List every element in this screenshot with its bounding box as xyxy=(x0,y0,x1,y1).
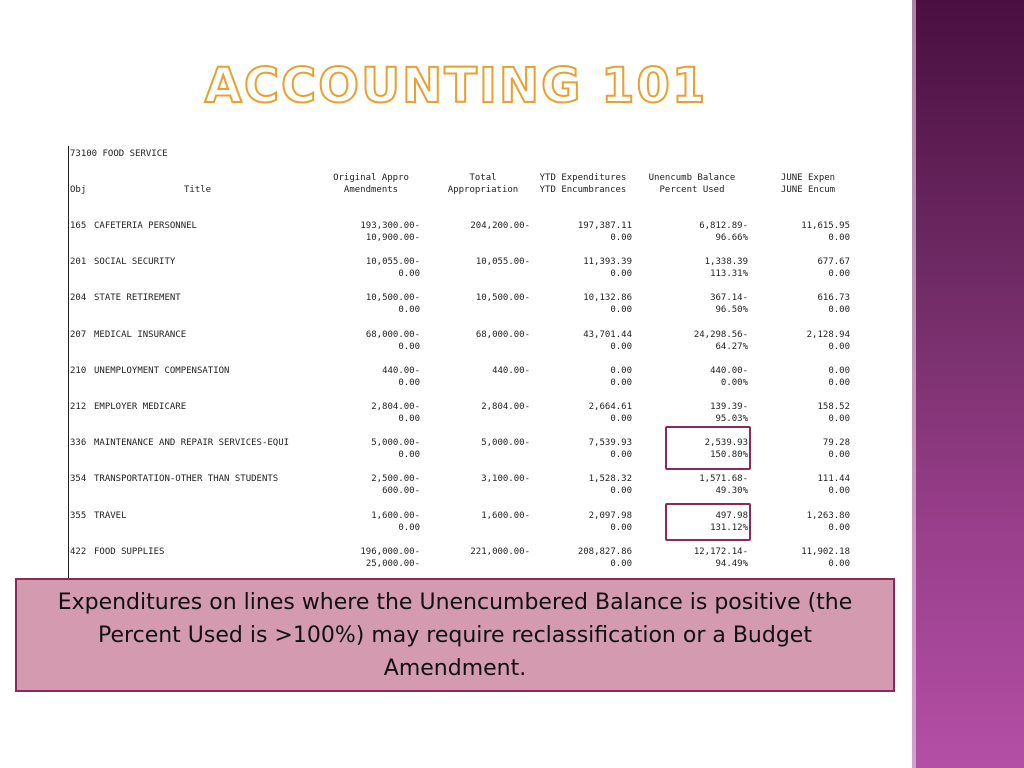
cell-title: TRANSPORTATION-OTHER THAN STUDENTS xyxy=(94,474,279,485)
cell-june-encum: 0.00 xyxy=(828,450,850,461)
cell-june-encum: 0.00 xyxy=(828,233,850,243)
header-percent-used: Percent Used xyxy=(659,185,725,195)
cell-percent-used: 64.27% xyxy=(715,341,748,352)
cell-ytd-expenditures: 197,387.11 xyxy=(577,221,632,231)
callout-text: Expenditures on lines where the Unencumbered Balance is positive (the Percent Used is >100%) may require reclassification or a Budget Amendment. xyxy=(57,589,853,681)
cell-amendments: 0.00 xyxy=(398,522,420,533)
cell-june-expen: 677.67 xyxy=(817,257,850,268)
highlight-box-355 xyxy=(665,503,751,541)
cell-unencumb-balance: 24,298.56- xyxy=(693,329,748,340)
cell-obj: 210 xyxy=(70,365,87,376)
cell-title: UNEMPLOYMENT COMPENSATION xyxy=(94,365,230,376)
cell-june-expen: 2,128.94 xyxy=(806,329,850,340)
cell-ytd-encumbrances: 0.00 xyxy=(610,486,632,497)
cell-june-expen: 616.73 xyxy=(817,293,850,304)
header-appropriation: Appropriation xyxy=(447,185,519,195)
cell-ytd-encumbrances: 0.00 xyxy=(610,414,632,424)
cell-title: FOOD SUPPLIES xyxy=(94,546,165,557)
cell-ytd-encumbrances: 0.00 xyxy=(610,305,632,316)
cell-title: MAINTENANCE AND REPAIR SERVICES-EQUI xyxy=(94,438,290,449)
cell-percent-used: 113.31% xyxy=(710,269,748,280)
decorative-side-bar xyxy=(912,0,1024,768)
cell-ytd-expenditures: 10,132.86 xyxy=(583,293,632,304)
cell-ytd-expenditures: 208,827.86 xyxy=(577,546,632,557)
cell-june-encum: 0.00 xyxy=(828,305,850,316)
cell-total-appropriation: 5,000.00- xyxy=(481,438,530,449)
header-ytd-expenditures: YTD Expenditures xyxy=(539,173,627,183)
cell-unencumb-balance: 12,172.14- xyxy=(693,546,748,557)
cell-june-encum: 0.00 xyxy=(828,414,850,424)
cell-total-appropriation: 68,000.00- xyxy=(475,329,530,340)
cell-june-expen: 111.44 xyxy=(817,474,850,485)
cell-unencumb-balance: 139.39- xyxy=(710,402,748,412)
cell-ytd-encumbrances: 0.00 xyxy=(610,233,632,243)
cell-ytd-encumbrances: 0.00 xyxy=(610,558,632,569)
cell-title: SOCIAL SECURITY xyxy=(94,257,176,268)
cell-obj: 212 xyxy=(70,402,87,412)
cell-ytd-expenditures: 2,097.98 xyxy=(588,510,632,521)
cell-percent-used: 49.30% xyxy=(715,486,748,497)
cell-obj: 165 xyxy=(70,221,87,231)
report-left-rule xyxy=(68,146,69,578)
header-total: Total xyxy=(469,173,497,183)
cell-amendments: 0.00 xyxy=(398,414,420,424)
cell-original-appro: 2,500.00- xyxy=(371,474,420,485)
cell-obj: 204 xyxy=(70,293,87,304)
cell-obj: 207 xyxy=(70,329,87,340)
cell-june-encum: 0.00 xyxy=(828,486,850,497)
cell-amendments: 0.00 xyxy=(398,269,420,280)
cell-total-appropriation: 204,200.00- xyxy=(470,221,530,231)
budget-report xyxy=(68,146,868,578)
cell-original-appro: 68,000.00- xyxy=(365,329,420,340)
header-obj: Obj xyxy=(70,185,87,195)
cell-title: TRAVEL xyxy=(94,510,127,521)
cell-june-expen: 158.52 xyxy=(817,402,850,412)
cell-ytd-expenditures: 7,539.93 xyxy=(588,438,632,449)
header-original-appro: Original Appro xyxy=(333,173,409,183)
cell-original-appro: 196,000.00- xyxy=(360,546,420,557)
cell-june-encum: 0.00 xyxy=(828,341,850,352)
cell-unencumb-balance: 440.00- xyxy=(710,365,748,376)
cell-amendments: 0.00 xyxy=(398,341,420,352)
cell-obj: 422 xyxy=(70,546,87,557)
cell-obj: 201 xyxy=(70,257,87,268)
cell-title: MEDICAL INSURANCE xyxy=(94,329,187,340)
cell-ytd-encumbrances: 0.00 xyxy=(610,377,632,388)
cell-amendments: 0.00 xyxy=(398,377,420,388)
cell-original-appro: 1,600.00- xyxy=(371,510,420,521)
cell-obj: 336 xyxy=(70,438,87,449)
cell-original-appro: 10,500.00- xyxy=(365,293,420,304)
cell-ytd-encumbrances: 0.00 xyxy=(610,341,632,352)
cell-amendments: 0.00 xyxy=(398,305,420,316)
cell-june-expen: 79.28 xyxy=(822,438,850,449)
header-ytd-encumbrances: YTD Encumbrances xyxy=(539,185,627,195)
cell-ytd-encumbrances: 0.00 xyxy=(610,450,632,461)
cell-ytd-expenditures: 43,701.44 xyxy=(583,329,632,340)
highlight-box-336 xyxy=(665,426,751,470)
cell-total-appropriation: 10,500.00- xyxy=(475,293,530,304)
department-heading: 73100 FOOD SERVICE xyxy=(70,149,168,159)
cell-original-appro: 2,804.00- xyxy=(371,402,420,412)
cell-obj: 354 xyxy=(70,474,87,485)
callout-box xyxy=(15,578,895,692)
cell-amendments: 0.00 xyxy=(398,450,420,461)
cell-original-appro: 193,300.00- xyxy=(360,221,420,231)
cell-june-expen: 0.00 xyxy=(828,365,850,376)
cell-june-encum: 0.00 xyxy=(828,522,850,533)
cell-ytd-expenditures: 1,528.32 xyxy=(588,474,632,485)
cell-title: EMPLOYER MEDICARE xyxy=(94,402,187,412)
cell-amendments: 600.00- xyxy=(382,486,420,497)
cell-obj: 355 xyxy=(70,510,87,521)
cell-unencumb-balance: 367.14- xyxy=(710,293,748,304)
cell-total-appropriation: 3,100.00- xyxy=(481,474,530,485)
cell-ytd-encumbrances: 0.00 xyxy=(610,269,632,280)
header-amendments: Amendments xyxy=(343,185,399,195)
cell-percent-used: 131.12% xyxy=(710,522,748,533)
cell-original-appro: 440.00- xyxy=(382,365,420,376)
cell-percent-used: 96.66% xyxy=(715,233,748,243)
cell-percent-used: 96.50% xyxy=(715,305,748,316)
cell-title: STATE RETIREMENT xyxy=(94,293,181,304)
cell-unencumb-balance: 6,812.89- xyxy=(699,221,748,231)
header-june-encum: JUNE Encum xyxy=(780,185,836,195)
cell-unencumb-balance: 497.98 xyxy=(715,510,748,521)
cell-percent-used: 95.03% xyxy=(715,414,748,424)
cell-title: CAFETERIA PERSONNEL xyxy=(94,221,197,231)
cell-ytd-expenditures: 2,664.61 xyxy=(588,402,632,412)
cell-unencumb-balance: 1,338.39 xyxy=(704,257,748,268)
cell-total-appropriation: 10,055.00- xyxy=(475,257,530,268)
cell-total-appropriation: 1,600.00- xyxy=(481,510,530,521)
cell-percent-used: 0.00% xyxy=(720,377,748,388)
slide-title: ACCOUNTING 101 xyxy=(204,58,708,114)
cell-percent-used: 150.80% xyxy=(710,450,748,461)
cell-total-appropriation: 440.00- xyxy=(492,365,530,376)
cell-original-appro: 5,000.00- xyxy=(371,438,420,449)
cell-amendments: 10,900.00- xyxy=(365,233,420,243)
cell-percent-used: 94.49% xyxy=(715,558,748,569)
header-unencumb-balance: Unencumb Balance xyxy=(648,173,736,183)
cell-june-encum: 0.00 xyxy=(828,269,850,280)
header-june-expen: JUNE Expen xyxy=(780,173,836,183)
cell-june-encum: 0.00 xyxy=(828,558,850,569)
cell-ytd-expenditures: 11,393.39 xyxy=(583,257,632,268)
header-title: Title xyxy=(184,185,212,195)
cell-original-appro: 10,055.00- xyxy=(365,257,420,268)
cell-june-expen: 11,902.18 xyxy=(801,546,850,557)
cell-june-expen: 1,263.80 xyxy=(806,510,850,521)
cell-june-encum: 0.00 xyxy=(828,377,850,388)
cell-ytd-expenditures: 0.00 xyxy=(610,365,632,376)
cell-unencumb-balance: 1,571.68- xyxy=(699,474,748,485)
cell-ytd-encumbrances: 0.00 xyxy=(610,522,632,533)
cell-total-appropriation: 221,000.00- xyxy=(470,546,530,557)
cell-total-appropriation: 2,804.00- xyxy=(481,402,530,412)
cell-unencumb-balance: 2,539.93 xyxy=(704,438,748,449)
cell-june-expen: 11,615.95 xyxy=(801,221,850,231)
cell-amendments: 25,000.00- xyxy=(365,558,420,569)
